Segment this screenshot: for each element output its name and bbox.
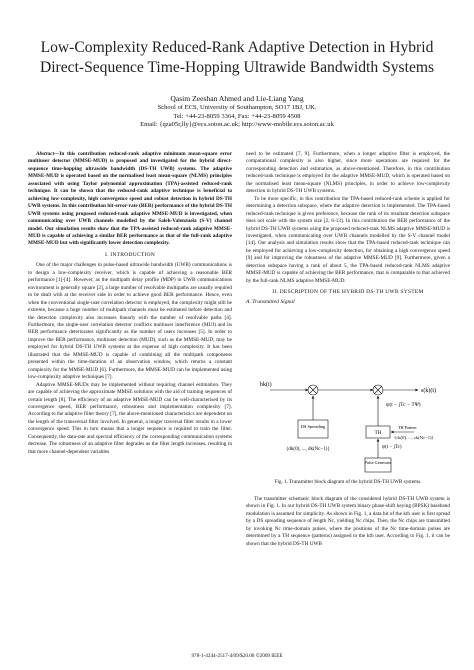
- abstract-label: Abstract: [36, 151, 55, 157]
- th-block-label: TH: [374, 431, 382, 436]
- output-label: s(k)(t): [421, 388, 436, 394]
- affiliation: School of ECS, University of Southampton, SO17 1BJ, UK.: [157, 104, 317, 111]
- multiplier-1: [308, 385, 318, 395]
- right-paragraph-1: need to be estimated [7, 9]. Furthermore, when a longer adaptive filter is employed, the computational complexity is also higher, since more operations are required for the corresponding detection and estimation, as above-mentioned. Therefore, in this contribution reduced-rank technique is employed for the adaptive MMSE-MUD, which is operated based on the normalised least mean-square (NLMS) principles, in order to achieve low-complexity detection in hybrid DS-TH UWB systems.: [246, 151, 450, 195]
- multiplier-2: [373, 385, 383, 395]
- title-line-1: Low-Complexity Reduced-Rank Adaptive Detection in Hybrid: [40, 39, 434, 56]
- author-names: Qasim Zeeshan Ahmed and Lie-Liang Yang: [170, 94, 304, 103]
- right-paragraph-3: The transmitter schematic block diagram of the considered hybrid DS-TH UWB system is shown in Fig. 1. In our hybrid DS-TH UWB system binary phase-shift keying (BPSK) baseband modulation is assumed for simplicity. As shown in Fig. 1, a data bit of the kth user is first spread by a DS spreading sequence of length Nc, yielding Nc chips. Then, the Nc chips are transmitted by invoking Nc time-domain pulses, where the positions of the Nc time-domain pulses are determined by a TH sequence (patterns) assigned to the kth user. According to Fig. 1, it can be shown that the hybrid DS-TH UWB: [246, 496, 450, 547]
- section-title-system: II. DESCRIPTION OF THE HYBRID DS-TH UWB SYSTEM: [272, 289, 424, 296]
- figure-caption-area: [246, 479, 450, 486]
- intro-paragraph-1: One of the major challenges in pulse-based ultrawide bandwidth (UWB) communications is to design a low-complexity receiver, which is capable of achieving a reasonable BER performance [1]-[4]. However, as the multipath delay profile (MDP) in UWB communications environment is generally square [2], a large number of resolvable multipaths are usually required to be dealt with at the receiver side in order to achieve good BER performance. Hence, even when the conventional single-user correlation detector is employed, the complexity might still be extreme, because a huge number of multipath channels must be estimated before detection and the detection complexity also increases linearly with the number of resolvable paths [4]. Furthermore, the single-user correlation detector conflicts multiuser interference (MUI) and its BER performance deteriorates significantly as the number of users increases [5]. In order to improve the BER performance, multiuser detection (MUD), such as the MMSE-MUD, may be employed for hybrid DS-TH UWB systems at the expense of high complexity. It has been illustrated that the MMSE-MUD is capable of combining all the multipath components presented within the time-duration of an observation window, which returns a constant complexity for the MMSE-MUD [6]. Furthermore, the MMSE-MUD can be implemented using low-complexity adaptive techniques [7].: [28, 262, 232, 381]
- title-line-2: Direct-Sequence Time-Hopping Ultrawide Bandwidth Systems: [39, 59, 435, 76]
- pulse-block-label: Pulse Generator: [364, 460, 392, 465]
- right-paragraph-2: To be more specific, in this contribution the TPA-based reduced-rank scheme is applied for determining a detection subspace, where the adaptive detection is implemented. The TPA-based reduced-rank technique is given preference, because the rank of its resultant detection subspace does not scale with the system size [2, 6-13]. In this contribution the BER performance of the hybrid DS-TH UWB systems using the proposed reduced-rank NLMS adaptive MMSE-MUD is investigated, when communicating over UWB channels modelled by the S-V channel model [14]. Our analysis and simulation results show that the TPA-based reduced-rank technique can be employed for achieving a low-complexity detection, for obtaining a high convergence speed [9] and for improving the robustness of the adaptive MMSE-MUD [9]. Furthermore, given a detection subspace having a rank of about 5, the TPA-based reduced-rank NLMS adaptive MMSE-MUD is capable of achieving the BER performance, that is comparable to that achieved by the full-rank NLMS adaptive MMSE-MUD.: [246, 195, 450, 284]
- right-column-lower: [246, 496, 450, 548]
- author-block: [0, 94, 474, 130]
- subsection-title: A. Transmitted Signal: [246, 298, 295, 305]
- ds-spreading-block: [298, 420, 328, 438]
- waveform-label: ψ(t − jTc − TΨ): [386, 402, 421, 408]
- intro-paragraph-2: Adaptive MMSE-MUDs may be implemented without requiring channel estimation. They are capable of achieving the approximate MMSE solutions with the aid of training sequences of certain length [8]. The efficiency of an adaptive MMSE-MUD can be well-characterised by its convergence speed, BER performance, robustness and implementation complexity [7]. According to the adaptive filter theory [7], the above-mentioned characteristics are dependent on the length of the transversal filter involved. In general, a longer traversal filter results in a lower convergence speed. This in turn means that a longer sequence is required to train the filter. Consequently, the data-rate and spectral efficiency of the corresponding communication systems decrease. The robustness of an adaptive filter degrades as the filter length increases, resulting in that more channel-dependent variables: [28, 381, 232, 455]
- contact-line: Tel: +44-23-8059 3364, Fax: +44-23-8059 4508: [173, 112, 301, 120]
- figure-transmitter-diagram: [246, 368, 450, 476]
- copyright-footer: 978-1-4244-2517-4/09/$20.00 ©2009 IEEE: [191, 653, 283, 659]
- email-line: Email: {qza05r,lly}@ecs.soton.ac.uk; http://www-mobile.ecs.soton.ac.uk: [140, 121, 334, 129]
- left-column: [28, 151, 232, 456]
- pattern-values: {ck(0), ..., ck(Nc−1)}: [394, 435, 434, 440]
- input-label: bk(i): [260, 382, 272, 388]
- section-title-introduction: I. INTRODUCTION: [105, 251, 155, 258]
- right-column: [246, 151, 450, 306]
- figure-caption: Fig. 1. Transmitter block diagram of the hybrid DS-TH UWB systems.: [274, 479, 422, 485]
- ds-block-label: DS Spreading: [300, 424, 326, 429]
- paper-title: [20, 38, 454, 78]
- pattern-label: TH Pattern: [398, 425, 417, 430]
- abstract-text: —In this contribution reduced-rank adaptive minimum mean-square error multiuser detector (MMSE-MUD) is proposed and investigated for the hybrid direct-sequence time-hopping ultrawide bandwidth (DS-TH UWB) systems. The adaptive MMSE-MUD is operated based on the normalised least mean-square (NLMS) principles associated with using Taylor polynomial approximation (TPA)-assisted reduced-rank technique. It can be shown that the reduced-rank adaptive technique is beneficial to achieving low-complexity, high convergence speed and robust detection in hybrid DS-TH UWB systems. In this contribution bit-error-rate (BER) performance of the hybrid DS-TH UWB systems using proposed reduced-rank adaptive MMSE-MUD is investigated, when communicating over UWB channels modelled by the Saleh-Valenzuela (S-V) channel model. Our simulation results show that the TPA-assisted reduced-rank adaptive MMSE-MUD is capable of achieving a similar BER performance as that of the full-rank adaptive MMSE-MUD but with significantly lower detection complexity.: [28, 151, 232, 247]
- abstract: [28, 151, 232, 248]
- pulse-label: ψ(t − jTc): [382, 445, 402, 450]
- sequence-label: {dk(0), ..., dk(Nc−1)}: [286, 447, 330, 452]
